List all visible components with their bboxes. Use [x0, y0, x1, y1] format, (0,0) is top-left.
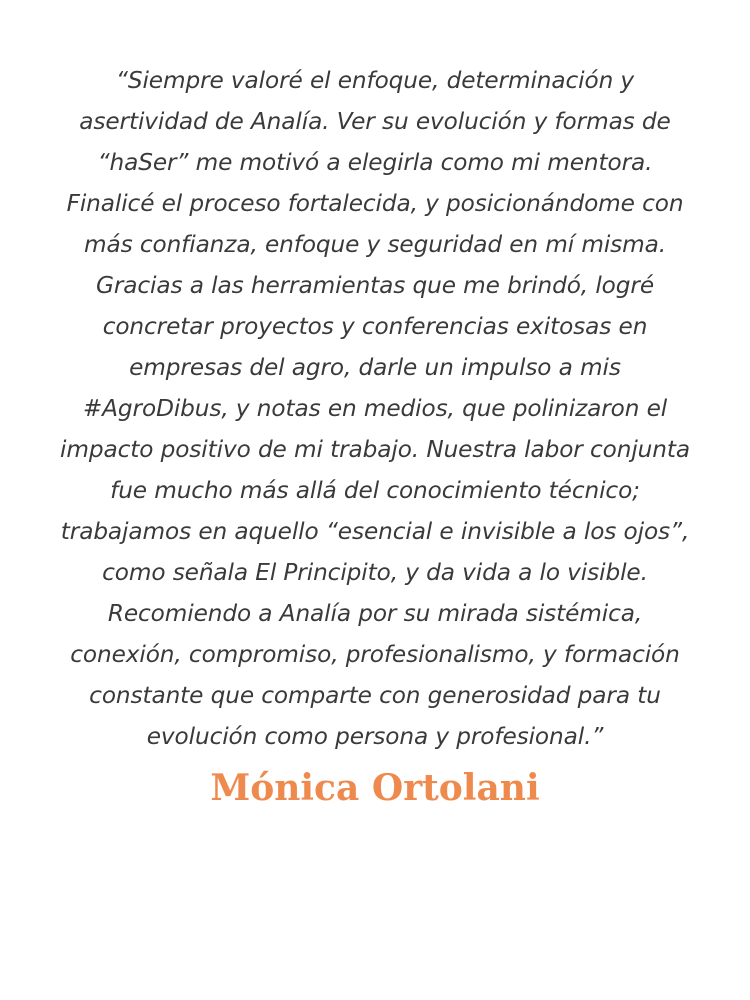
testimonial-quote: “Siempre valoré el enfoque, determinación y asertividad de Analía. Ver su evolución y formas de “haSer” me motivó a elegirla como mi mentora. Finalicé el proceso fortalecida, y posicionándome con más confianza, enfoque y seguridad en mí misma. Gracias a las herramientas que me brindó, logré concretar proyectos y conferencias exitosas en empresas del agro, darle un impulso a mis #AgroDibus, y notas en medios, que polinizaron el impacto positivo de mi trabajo. Nuestra labor conjunta fue mucho más allá del conocimiento técnico; trabajamos en aquello “esencial e invisible a los ojos”, como señala El Principito, y da vida a lo visible. Recomiendo a Analía por su mirada sistémica, conexión, compromiso, profesionalismo, y formación constante que comparte con generosidad para tu evolución como persona y profesional.”: [60, 67, 690, 750]
testimonial-author: Mónica Ortolani: [210, 767, 540, 809]
testimonial-block: [56, 60, 694, 813]
